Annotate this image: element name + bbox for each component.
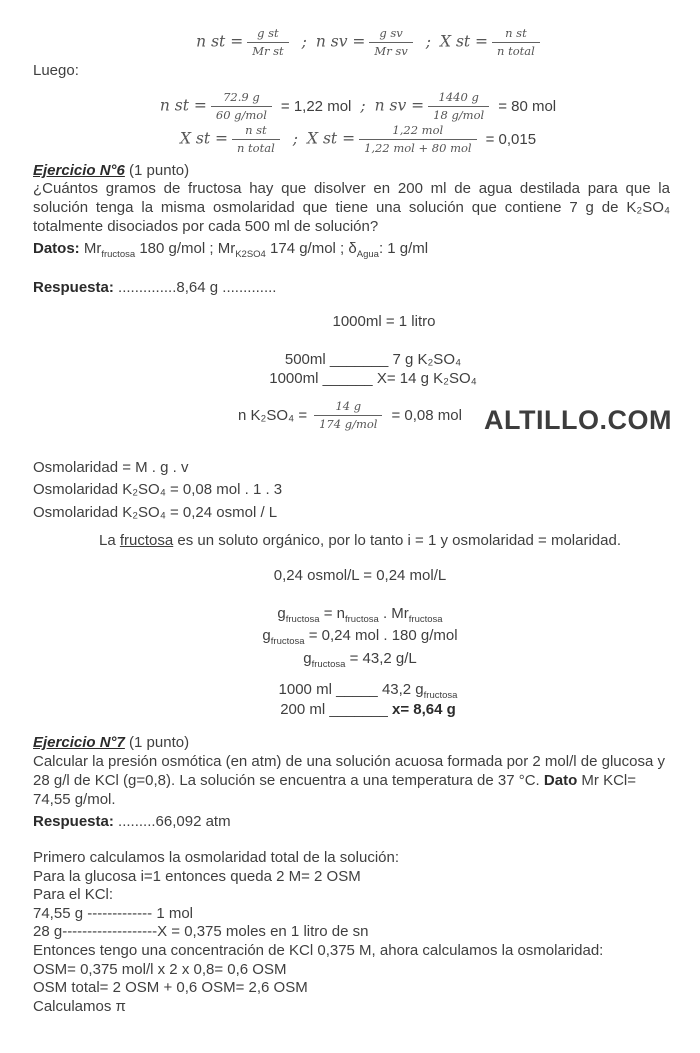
formula-nsv-lead: n sv = xyxy=(315,32,366,51)
fraction xyxy=(211,91,272,122)
dot-mr: . Mr xyxy=(382,605,409,622)
osmol-equation-line: 0,24 osmol/L = 0,24 mol/L xyxy=(273,567,447,584)
fructosa-subscript: fructosa xyxy=(285,614,320,625)
rule-of-three-final xyxy=(18,680,700,720)
osmolarity-line: Osmolaridad K₂SO₄ = 0,08 mol . 1 . 3 xyxy=(33,481,283,499)
fraction-denominator: 18 g/mol xyxy=(433,108,485,122)
working-line: Para el KCl: xyxy=(33,886,114,904)
fructosa-subscript: fructosa xyxy=(408,614,443,625)
exercise-7-answer-line xyxy=(33,813,231,830)
fructosa-subscript: fructosa xyxy=(270,636,305,648)
respuesta-label: Respuesta: xyxy=(33,813,114,830)
note-post: es un soluto orgánico, por lo tanto i = 1 y osmolaridad = molaridad. xyxy=(177,532,621,549)
osmolarity-line: Osmolaridad = M . g . v xyxy=(33,459,189,476)
fraction-numerator: n st xyxy=(492,27,540,43)
result: = 80 mol xyxy=(498,97,557,115)
formula-calc-row-1 xyxy=(8,91,700,122)
mr-k2so4-value: 174 g/mol ; xyxy=(270,240,345,258)
statement-part-1: Calcular la presión osmótica (en atm) de una solución acuosa formada por 2 mol/l de glucosa y 28 g/l de KCl (g=0,8). La solución se encuentra a una temperatura de 37 °C. xyxy=(33,753,665,789)
working-line: 74,55 g ------------- 1 mol xyxy=(33,904,193,922)
g-fructosa-line xyxy=(10,603,700,625)
working-line: Para la glucosa i=1 entonces queda 2 M= 2 OSM xyxy=(33,867,361,885)
final-answer-bold: x= 8,64 g xyxy=(391,701,456,718)
grams-fructose-block xyxy=(10,603,700,670)
fraction xyxy=(492,27,540,58)
fraction-denominator: Mr sv xyxy=(374,44,408,58)
altillo-watermark: ALTILLO.COM xyxy=(484,405,672,435)
fructose-note xyxy=(10,532,700,549)
fructosa-underlined: fructosa xyxy=(119,532,174,549)
fraction xyxy=(247,27,288,58)
fraction-denominator: n total xyxy=(237,141,275,155)
g-value: = 43,2 g/L xyxy=(349,649,417,667)
delta-agua-value: : 1 g/ml xyxy=(378,240,429,258)
working-line: Entonces tengo una concentración de KCl 0,375 M, ahora calculamos la osmolaridad: xyxy=(33,941,604,959)
rule-text: 1000 ml _____ 43,2 g xyxy=(278,681,424,698)
formula-calculations xyxy=(8,91,700,155)
working-line: 28 g-------------------X = 0,375 moles en 1 litro de sn xyxy=(33,923,369,941)
fructosa-subscript: fructosa xyxy=(345,614,379,625)
exercise-7-heading: Ejercicio N°7 xyxy=(33,734,125,751)
fructosa-subscript: fructosa xyxy=(311,658,346,670)
formula-definitions xyxy=(20,27,700,58)
osmolarity-block xyxy=(33,457,282,524)
osmolarity-line: Osmolaridad K₂SO₄ = 0,24 osmol / L xyxy=(33,503,278,521)
fraction-denominator: 174 g/mol xyxy=(319,417,378,431)
exercise-6-statement: ¿Cuántos gramos de fructosa hay que disolver en 200 ml de agua destilada para que la solución tenga la misma osmolaridad que tiene una solución que contiene 7 g de K₂SO₄ totalmente disociados por cada 500 ml de solución? xyxy=(33,180,670,235)
fraction-numerator: 1,22 mol xyxy=(359,124,477,140)
exercise-6-answer-line xyxy=(33,279,276,296)
datos-label: Datos: xyxy=(33,240,80,258)
luego-label: Luego: xyxy=(33,62,79,79)
exercise-6-heading: Ejercicio N°6 xyxy=(33,162,125,179)
rule-of-three-k2so4 xyxy=(23,350,700,388)
exercise-6-data-line xyxy=(33,239,670,261)
fructosa-subscript: fructosa xyxy=(423,690,458,701)
fraction xyxy=(359,124,477,155)
fraction-denominator: 60 g/mol xyxy=(215,108,267,122)
rule-line: 1000ml ______ X= 14 g K₂SO₄ xyxy=(269,370,477,387)
answer-dots: .............. xyxy=(118,279,177,296)
result: = 0,08 mol xyxy=(391,406,462,424)
nst-lead: n st = xyxy=(159,96,207,115)
exercise-6-section xyxy=(33,161,670,261)
working-line: OSM total= 2 OSM + 0,6 OSM= 2,6 OSM xyxy=(33,979,308,997)
statement-part-2: Mr KCl= 74,55 g/mol. xyxy=(33,772,637,808)
mr-k2so4: Mr xyxy=(217,240,236,258)
separator: ; xyxy=(360,96,366,115)
nk2so4-lead: n K₂SO₄ = xyxy=(238,406,308,424)
equals-n: = n xyxy=(323,605,345,622)
g-value: = 0,24 mol . 180 g/mol xyxy=(308,627,458,645)
fraction-numerator: 14 g xyxy=(314,400,382,416)
exercise-7-section xyxy=(33,733,670,809)
fraction-denominator: Mr st xyxy=(252,44,284,58)
exercise-6-points: (1 punto) xyxy=(129,162,190,179)
mr-fructosa: Mr xyxy=(83,240,102,258)
fraction-numerator: n st xyxy=(232,124,280,140)
working-line: Calculamos π xyxy=(33,997,126,1015)
answer-value: 66,092 atm xyxy=(155,813,231,830)
rule-text: 200 ml _______ xyxy=(280,701,388,718)
g-symbol: g xyxy=(303,649,312,667)
g-fructosa-line xyxy=(10,625,700,647)
rule-line xyxy=(18,700,700,720)
separator: ; xyxy=(425,32,431,51)
formula-xst-lead: X st = xyxy=(439,32,489,51)
rule-line xyxy=(18,680,700,700)
g-symbol: g xyxy=(277,605,286,622)
delta-agua-subscript: Agua xyxy=(356,249,379,261)
fraction-denominator: n total xyxy=(497,44,535,58)
nsv-lead: n sv = xyxy=(374,96,425,115)
answer-dots: ......... xyxy=(118,813,156,830)
working-line: OSM= 0,375 mol/l x 2 x 0,8= 0,6 OSM xyxy=(33,960,287,978)
answer-dots: ............. xyxy=(222,279,277,296)
formula-calc-row-2 xyxy=(8,124,700,155)
exercise-7-points: (1 punto) xyxy=(129,734,190,751)
xst-lead: X st = xyxy=(179,129,228,148)
separator: ; xyxy=(301,32,307,51)
exercise-7-working xyxy=(33,849,670,1016)
respuesta-label: Respuesta: xyxy=(33,279,114,296)
fraction-numerator: g st xyxy=(247,27,288,43)
fraction-numerator: 72.9 g xyxy=(211,91,272,107)
result: = 0,015 xyxy=(485,130,537,148)
fraction xyxy=(428,91,489,122)
exercise-7-statement xyxy=(33,752,670,809)
xst-lead-2: X st = xyxy=(307,129,356,148)
dato-label: Dato xyxy=(543,772,578,789)
fraction xyxy=(369,27,412,58)
fraction-numerator: g sv xyxy=(369,27,412,43)
delta-agua: δ xyxy=(348,240,357,258)
formula-nst-lead: n st = xyxy=(196,32,244,51)
fraction xyxy=(232,124,280,155)
g-symbol: g xyxy=(262,627,271,645)
fraction-numerator: 1440 g xyxy=(428,91,489,107)
rule-line: 500ml _______ 7 g K₂SO₄ xyxy=(284,351,462,368)
result: = 1,22 mol xyxy=(280,97,352,115)
mr-k2so4-subscript: K2SO4 xyxy=(235,249,266,261)
fraction-denominator: 1,22 mol + 80 mol xyxy=(364,141,472,155)
g-fructosa-line xyxy=(10,648,700,670)
working-line: Primero calculamos la osmolaridad total de la solución: xyxy=(33,849,400,866)
exercise-7-title-line xyxy=(33,733,670,752)
litre-equivalence-line: 1000ml = 1 litro xyxy=(332,313,436,330)
fraction xyxy=(314,400,382,431)
exercise-6-title-line xyxy=(33,161,670,180)
answer-value: 8,64 g xyxy=(176,279,219,296)
note-pre: La xyxy=(99,532,116,549)
separator: ; xyxy=(292,129,298,148)
mr-fructosa-subscript: fructosa xyxy=(101,249,136,261)
mr-fructosa-value: 180 g/mol ; xyxy=(139,240,214,258)
